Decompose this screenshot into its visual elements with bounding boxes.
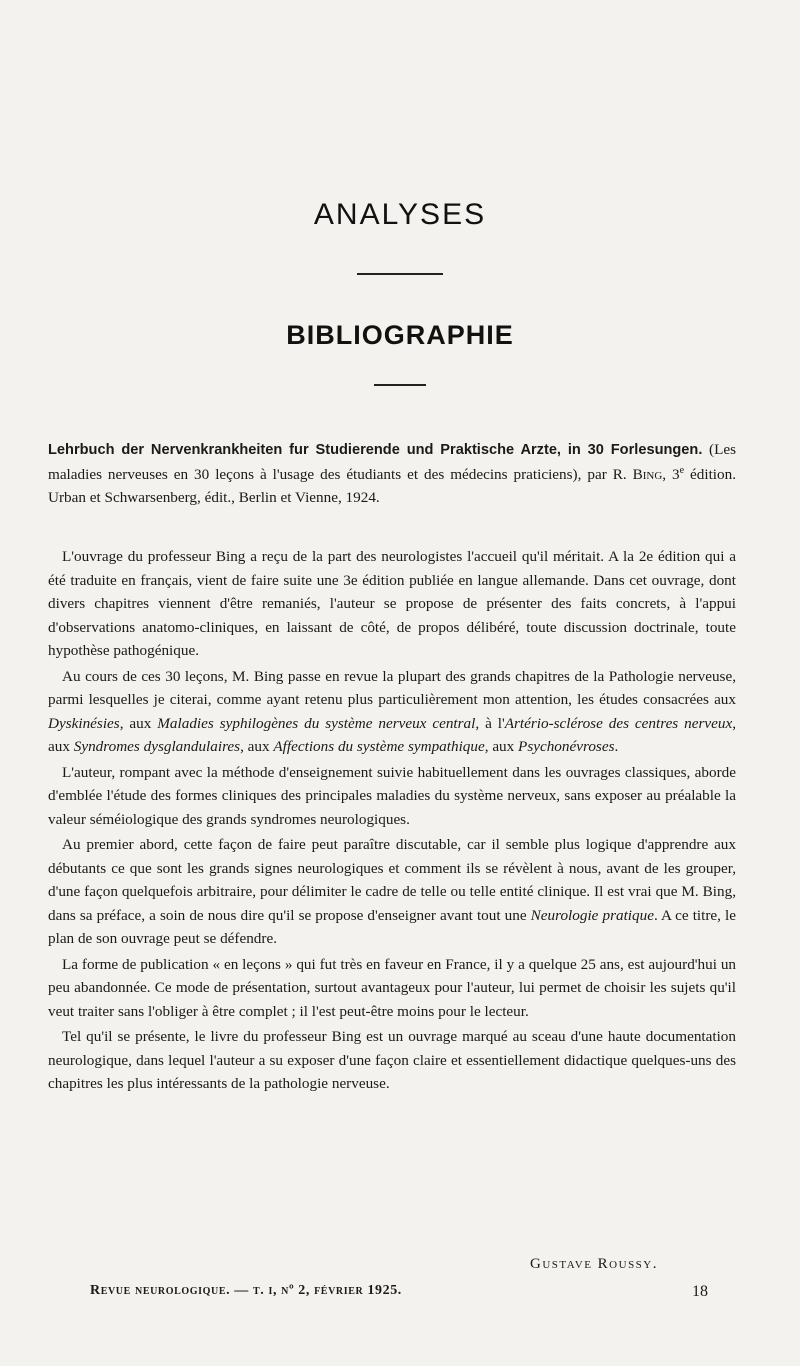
author-signature: Gustave Roussy.	[530, 1256, 658, 1272]
paragraph-3: L'auteur, rompant avec la méthode d'enseignement suivie habituellement dans les ouvrages classiques, aborde d'emblée l'étude des formes cliniques des principales maladies du système nerveux, sans exposer au préalable la valeur séméiologique des grands syndromes neurologiques.	[48, 763, 736, 828]
section-title: ANALYSES	[313, 198, 487, 231]
paragraph-text: Au cours de ces 30 leçons, M. Bing passe en revue la plupart des grands chapitres de la Pathologie nerveuse, parmi lesquelles je citerai, comme ayant retenu plus particulièrement mon attention, les études consacrées aux	[48, 667, 736, 708]
journal-citation: Revue neurologique. — t. i, nº 2, février 1925.	[90, 1283, 402, 1298]
paragraph-text: Au premier abord, cette façon de faire peut paraître discutable, car il semble plus logique d'apprendre aux débutants ce que sont les grands signes neurologiques et comment ils se révèlent à nous, avant de les grouper, d'une façon quelquefois arbitraire, pour délimiter le cadre de telle ou telle entité clinique. Il est vrai que M. Bing, dans sa préface, a soin de nous dire qu'il se propose d'enseigner avant tout une	[48, 836, 736, 924]
reference-details-mid: , 3	[662, 465, 680, 483]
paragraph-text: . A ce titre, le plan de son ouvrage peut se défendre.	[48, 906, 736, 947]
paragraph-text: , à l'	[475, 714, 505, 732]
paragraph-text: .	[614, 738, 619, 755]
book-title: Lehrbuch der Nervenkrankheiten fur Studierende und Praktische Arzte, in 30 Forlesungen.	[48, 442, 703, 458]
topic-affections-sympathique: Affections du système sympathique	[273, 738, 485, 755]
paragraph-text: , aux	[119, 714, 158, 732]
paragraph-1: L'ouvrage du professeur Bing a reçu de la part des neurologistes l'accueil qu'il méritait. A la 2e édition qui a été traduite en français, vient de faire suite une 3e édition publiée en langue allemande. Dans cet ouvrage, dont divers chapitres viennent d'être remaniés, l'auteur se propose de présenter des faits concrets, à l'appui d'observations anatomo-cliniques, en laissant de côté, de propos délibéré, toute discussion doctrinale, toute hypothèse pathogénique.	[48, 548, 736, 659]
topic-psychonevroses: Psychonévroses	[518, 738, 615, 755]
page-number: 18	[692, 1283, 708, 1300]
paragraph-5: La forme de publication « en leçons » qui fut très en faveur en France, il y a quelque 25 ans, est aujourd'hui un peu abandonnée. Ce mode de présentation, surtout avantageux pour l'auteur, lui permet de choisir les sujets qu'il veut traiter sans l'obliger à être complet ; il l'est peut-être moins pour le lecteur.	[48, 955, 736, 1020]
page-footer	[90, 1283, 708, 1301]
topic-syndromes-dysglandulaires: Syndromes dysglandulaires	[73, 738, 241, 755]
reference-author: R. Bing	[612, 465, 663, 483]
subsection-title: BIBLIOGRAPHIE	[286, 320, 514, 350]
review-body	[48, 545, 736, 1098]
topic-dyskinesies: Dyskinésies	[48, 714, 120, 732]
reference-publisher: édition. Urban et Schwarsenberg, édit., Berlin et Vienne, 1924.	[48, 465, 736, 506]
paragraph-text: , aux	[48, 714, 736, 755]
neurologie-pratique: Neurologie pratique	[530, 906, 654, 924]
reference-details: (Les maladies nerveuses en 30 leçons à l'usage des étudiants et des médecins praticiens), par	[48, 441, 736, 483]
edition-superscript: e	[679, 464, 685, 476]
paragraph-text: , aux	[240, 738, 274, 755]
title-divider	[357, 273, 443, 275]
paragraph-text: , aux	[484, 738, 519, 755]
subsection-divider	[374, 384, 426, 386]
paragraph-4	[48, 833, 736, 951]
paragraph-2	[48, 665, 736, 759]
paragraph-6: Tel qu'il se présente, le livre du professeur Bing est un ouvrage marqué au sceau d'une haute documentation neurologique, dans lequel l'auteur a su exposer d'une façon claire et essentiellement didactique quelques-uns des chapitres les plus intéressants de la pathologie nerveuse.	[48, 1028, 736, 1092]
bibliographic-reference	[48, 438, 736, 510]
topic-maladies-syphilogenes: Maladies syphilogènes du système nerveux central	[157, 714, 476, 732]
topic-arterio-sclerose: Artério-sclérose des centres nerveux	[504, 714, 733, 732]
